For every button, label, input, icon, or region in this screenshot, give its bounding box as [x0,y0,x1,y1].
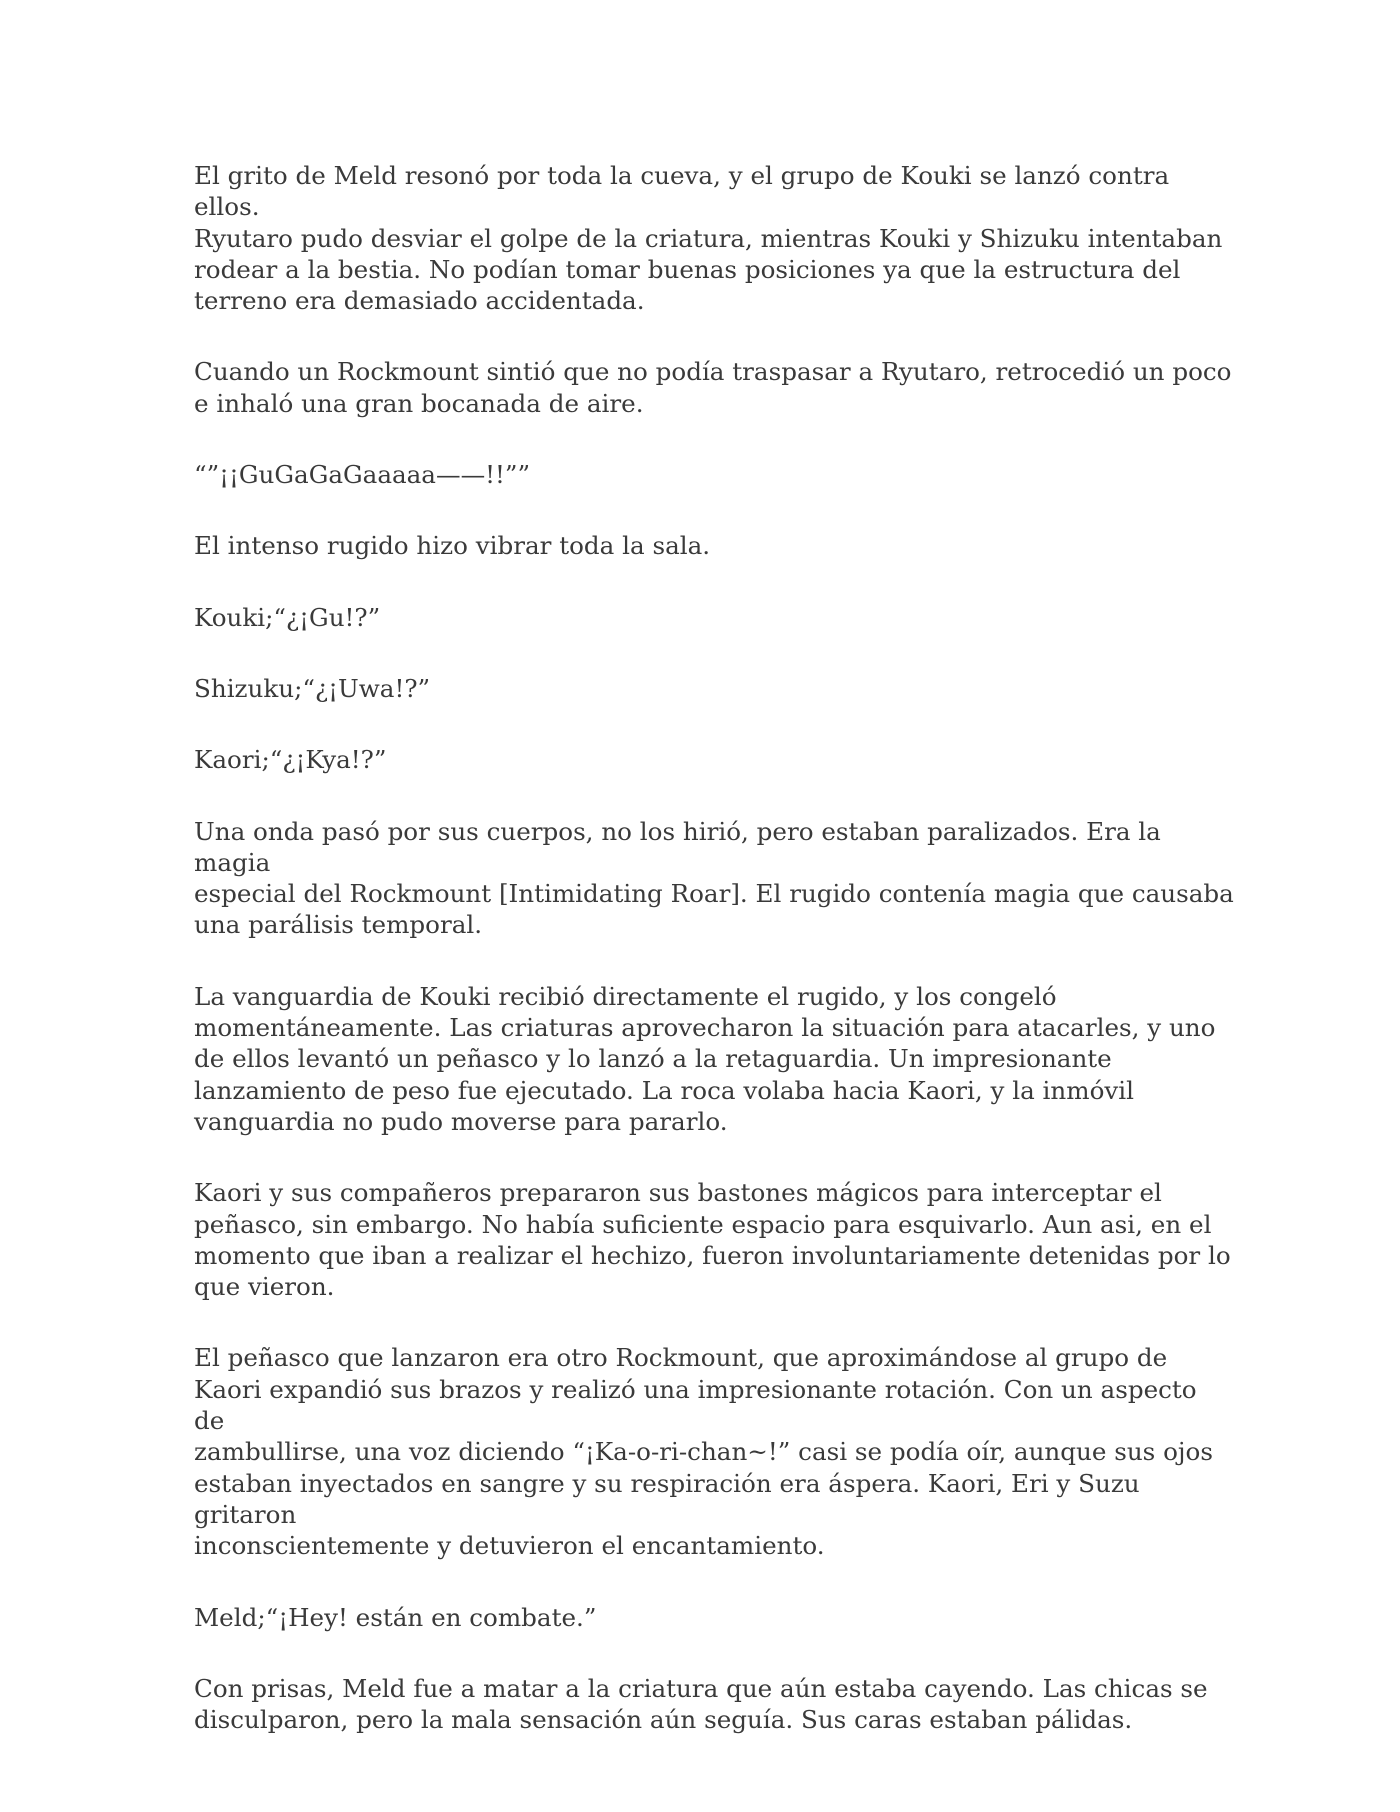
paragraph: Shizuku;“¿¡Uwa!?” [194,673,431,703]
paragraph: “”¡¡GuGaGaGaaaaa——!!”” [194,460,531,490]
paragraph: Cuando un Rockmount sintió que no podía traspasar a Ryutaro, retrocedió un poco e inhaló una gran bocanada de aire. [194,357,1232,418]
paragraph: Con prisas, Meld fue a matar a la criatura que aún estaba cayendo. Las chicas se disculparon, pero la mala sensación aún seguía. Sus caras estaban pálidas. [194,1673,1208,1735]
document-page [194,160,1234,1775]
paragraph: La vanguardia de Kouki recibió directamente el rugido, y los congeló momentáneamente. Las criaturas aprovecharon la situación para atacarles, y uno de ellos levantó un peñasco y lo lanzó a la retaguardia. Un impresionante lanzamiento de peso fue ejecutado. La roca volaba hacia Kaori, y la inmóvil vanguardia no pudo moverse para pararlo. [194,981,1216,1136]
paragraph: Meld;“¡Hey! están en combate.” [194,1602,597,1632]
paragraph: Una onda pasó por sus cuerpos, no los hirió, pero estaban paralizados. Era la magia especial del Rockmount [Intimidating Roar]. El rugido contenía magia que causaba una parálisis temporal. [194,816,1234,940]
paragraph: El grito de Meld resonó por toda la cueva, y el grupo de Kouki se lanzó contra ellos. Ryutaro pudo desviar el golpe de la criatura, mientras Kouki y Shizuku intentaban rodear a la bestia. No podían tomar buenas posiciones ya que la estructura del terreno era demasiado accidentada. [194,161,1223,316]
paragraph: El intenso rugido hizo vibrar toda la sala. [194,531,711,561]
paragraph: El peñasco que lanzaron era otro Rockmount, que aproximándose al grupo de Kaori expandió sus brazos y realizó una impresionante rotación. Con un aspecto de zambullirse, una voz diciendo “¡Ka-o-ri-chan~!” casi se podía oír, aunque sus ojos estaban inyectados en sangre y su respiración era áspera. Kaori, Eri y Suzu gritaron inconscientemente y detuvieron el encantamiento. [194,1343,1213,1561]
paragraph: Kouki;“¿¡Gu!?” [194,602,381,632]
paragraph: Kaori y sus compañeros prepararon sus bastones mágicos para interceptar el peñasco, sin embargo. No había suficiente espacio para esquivarlo. Aun asi, en el momento que iban a realizar el hechizo, fueron involuntariamente detenidas por lo que vieron. [194,1178,1231,1302]
paragraph: Kaori;“¿¡Kya!?” [194,745,387,775]
